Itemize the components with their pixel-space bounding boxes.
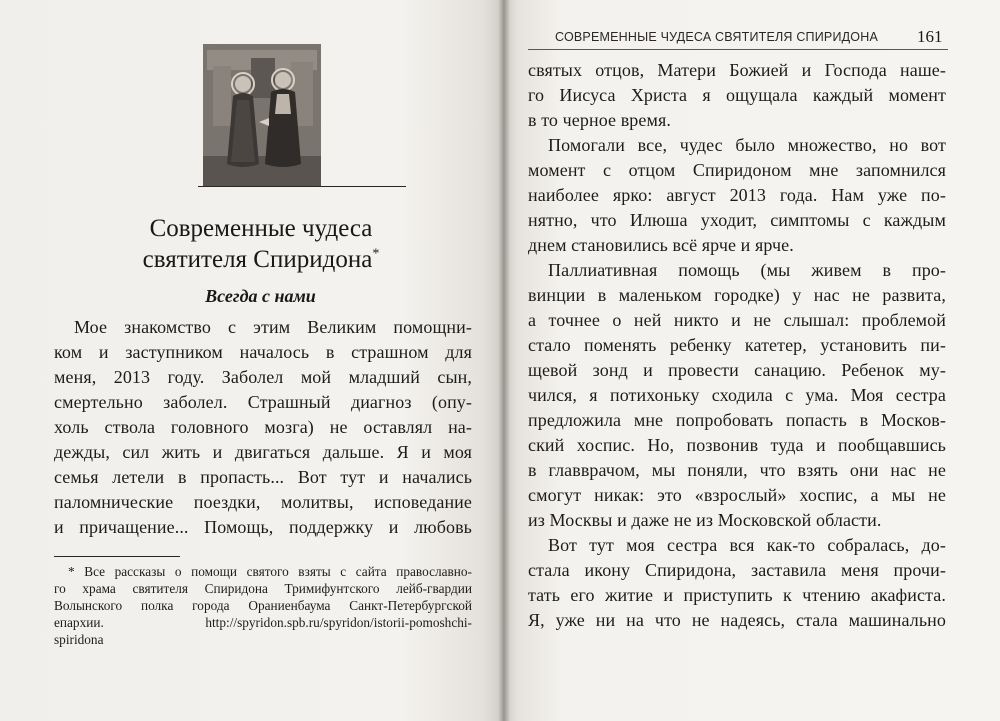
footnote-line: го храма святителя Спиридона Тримифунтского лейб-гвардии bbox=[54, 581, 472, 596]
text-line: семья летели в пропасть... Вот тут и начались bbox=[54, 467, 472, 487]
text-line: Вот тут моя сестра вся как-то собралась, до- bbox=[548, 535, 946, 555]
text-line: щевой зонд и провести санацию. Ребенок му- bbox=[528, 360, 946, 380]
saint-icon-image bbox=[203, 44, 321, 186]
section-subtitle: Всегда с нами bbox=[205, 286, 316, 306]
footnote-line: * Все рассказы о помощи святого взяты с сайта православно- bbox=[68, 564, 472, 579]
text-line: тать его житие и приступить к чтению акафиста. bbox=[528, 585, 946, 605]
text-line: меня, 2013 году. Заболел мой младший сын, bbox=[54, 367, 472, 387]
illustration-rule bbox=[198, 186, 406, 187]
text-line: смертельно заболел. Страшный диагноз (опу- bbox=[54, 392, 472, 412]
right-body-text bbox=[528, 58, 946, 633]
text-line: момент с отцом Спиридоном мне запомнился bbox=[528, 160, 946, 180]
running-head-rule bbox=[528, 49, 948, 50]
page-number: 161 bbox=[917, 27, 943, 46]
text-line: ком и заступником началось в страшном для bbox=[54, 342, 472, 362]
text-line: нятно, что Илюша уходит, симптомы с каждым bbox=[528, 210, 946, 230]
book-gutter bbox=[498, 0, 510, 721]
footnote-line: епархии. http://spyridon.spb.ru/spyridon/istorii-pomoshchi- bbox=[54, 615, 472, 630]
footnote-line: spiridona bbox=[54, 632, 104, 647]
text-line: днем становились всё ярче и ярче. bbox=[528, 235, 794, 255]
chapter-title-line-1: Современные чудеса bbox=[149, 215, 373, 242]
chapter-title bbox=[132, 213, 390, 275]
footnote-line: Волынского полка города Ораниенбаума Санкт-Петербургской bbox=[54, 598, 472, 613]
footnote bbox=[54, 563, 472, 648]
text-line: смогут никак: это «взрослый» хоспис, а мы не bbox=[528, 485, 946, 505]
running-head: СОВРЕМЕННЫЕ ЧУДЕСА СВЯТИТЕЛЯ СПИРИДОНА bbox=[555, 30, 878, 44]
text-line: холь ствола головного мозга) не оставлял на- bbox=[54, 417, 472, 437]
icon-illustration-drawing bbox=[203, 44, 321, 186]
text-line: стала икону Спиридона, заставила меня прочи- bbox=[528, 560, 946, 580]
footnote-rule bbox=[54, 556, 180, 557]
footnote-mark: * bbox=[372, 246, 380, 262]
left-body-text bbox=[54, 315, 472, 540]
text-line: паломнические поездки, молитвы, исповедание bbox=[54, 492, 472, 512]
text-line: дежды, сил жить и двигаться дальше. Я и моя bbox=[54, 442, 472, 462]
text-line: а точнее о ней никто и не слышал: проблемой bbox=[528, 310, 946, 330]
text-line: святых отцов, Матери Божией и Господа наше- bbox=[528, 60, 946, 80]
text-line: в то черное время. bbox=[528, 110, 671, 130]
text-line: Паллиативная помощь (мы живем в про- bbox=[548, 260, 946, 280]
chapter-title-line-2-text: святителя Спиридона bbox=[142, 246, 373, 273]
text-line: Помогали все, чудес было множество, но вот bbox=[548, 135, 946, 155]
text-line: Мое знакомство с этим Великим помощни- bbox=[74, 317, 472, 337]
chapter-title-line-2 bbox=[132, 244, 390, 275]
text-line: стало поменять ребенку катетер, установить пи- bbox=[528, 335, 946, 355]
text-line: винции в маленьком городке) у нас не развита, bbox=[528, 285, 946, 305]
text-line: и причащение... Помощь, поддержку и любовь bbox=[54, 517, 472, 537]
text-line: чился, я потихоньку сходила с ума. Моя сестра bbox=[528, 385, 946, 405]
text-line: ский хоспис. Но, позвонив туда и пообщавшись bbox=[528, 435, 946, 455]
text-line: в главврачом, мы поняли, что взять они нас не bbox=[528, 460, 946, 480]
text-line: Я, уже ни на что не надеясь, стала машинально bbox=[528, 610, 946, 630]
text-line: наиболее ярко: август 2013 года. Нам уже по- bbox=[528, 185, 946, 205]
text-line: предложила мне попробовать попасть в Москов- bbox=[528, 410, 946, 430]
text-line: го Иисуса Христа я ощущала каждый момент bbox=[528, 85, 946, 105]
text-line: из Москвы и даже не из Московской области. bbox=[528, 510, 882, 530]
